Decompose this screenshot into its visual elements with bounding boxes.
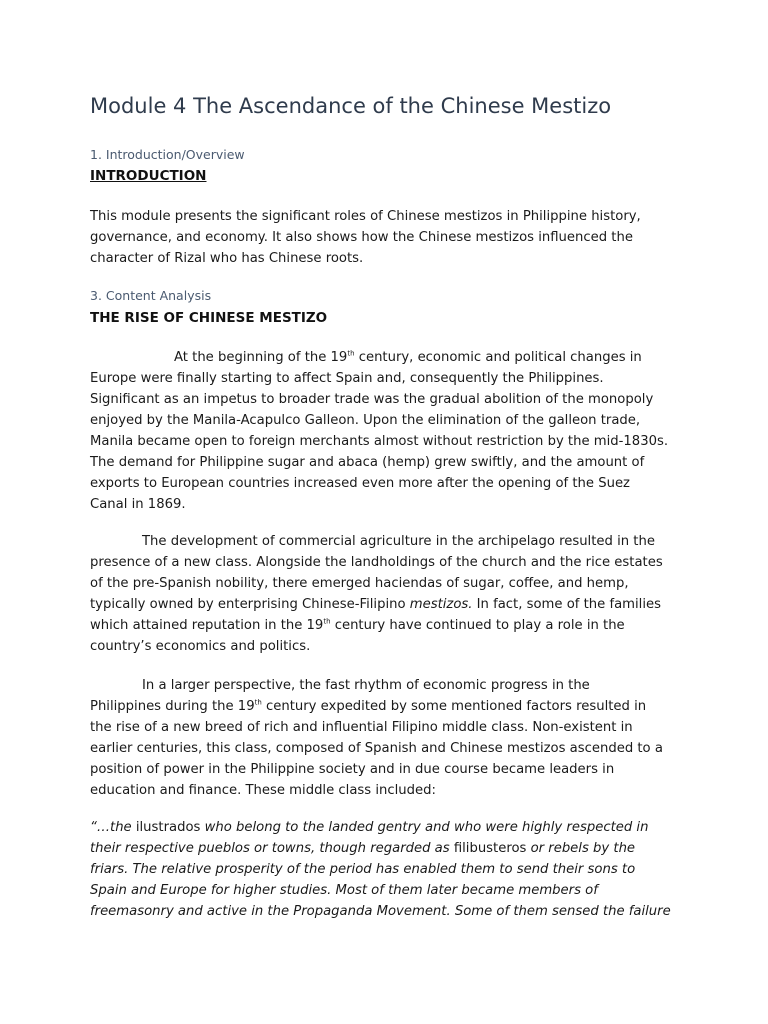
paragraph-3 <box>90 675 682 801</box>
text-fragment: who belong to the landed gentry and who were highly respected in <box>200 820 649 835</box>
text-line: earlier centuries, this class, composed of Spanish and Chinese mestizos ascended to a <box>90 741 663 756</box>
paragraph-1 <box>90 347 682 515</box>
page-title: Module 4 The Ascendance of the Chinese Mestizo <box>90 94 612 118</box>
text-line: In a larger perspective, the fast rhythm of economic progress in the <box>142 678 590 693</box>
text-line: governance, and economy. It also shows how the Chinese mestizos influenced the <box>90 230 633 245</box>
text-line: Canal in 1869. <box>90 497 186 512</box>
text-line <box>90 817 682 838</box>
superscript: th <box>347 349 355 358</box>
text-line: Significant as an impetus to broader trade was the gradual abolition of the monopoly <box>90 392 654 407</box>
superscript: th <box>323 617 331 626</box>
text-line: character of Rizal who has Chinese roots. <box>90 251 364 266</box>
text-fragment: century have continued to play a role in the <box>330 618 625 633</box>
text-line: the rise of a new breed of rich and influential Filipino middle class. Non-existent in <box>90 720 633 735</box>
text-line: Europe were finally starting to affect Spain and, consequently the Philippines. <box>90 371 604 386</box>
paragraph-introduction <box>90 206 682 269</box>
text-line: freemasonry and active in the Propaganda Movement. Some of them sensed the failure <box>90 904 671 919</box>
text-fragment: century expedited by some mentioned factors resulted in <box>261 699 647 714</box>
heading-introduction: INTRODUCTION <box>90 168 207 184</box>
text-fragment: At the beginning of the 19 <box>174 350 348 365</box>
text-fragment: which attained reputation in the 19 <box>90 618 324 633</box>
text-line: This module presents the significant roles of Chinese mestizos in Philippine history, <box>90 209 641 224</box>
paragraph-2 <box>90 531 682 657</box>
text-fragment: century, economic and political changes in <box>354 350 642 365</box>
text-line: position of power in the Philippine society and in due course became leaders in <box>90 762 615 777</box>
text-line <box>90 347 682 368</box>
text-line: country’s economics and politics. <box>90 639 311 654</box>
text-line <box>90 838 682 859</box>
block-quote <box>90 817 682 922</box>
text-line: The development of commercial agriculture in the archipelago resulted in the <box>142 534 655 549</box>
text-line: Manila became open to foreign merchants almost without restriction by the mid-1830s. <box>90 434 669 449</box>
text-line: of the pre-Spanish nobility, there emerged haciendas of sugar, coffee, and hemp, <box>90 576 629 591</box>
text-line: The demand for Philippine sugar and abaca (hemp) grew swiftly, and the amount of <box>90 455 645 470</box>
text-line: exports to European countries increased even more after the opening of the Suez <box>90 476 630 491</box>
text-fragment: “…the <box>90 820 136 835</box>
superscript: th <box>254 698 262 707</box>
section-label-introduction: 1. Introduction/Overview <box>90 147 245 162</box>
upright-term: ilustrados <box>135 820 201 835</box>
text-line <box>90 594 682 615</box>
text-line: friars. The relative prosperity of the period has enabled them to send their sons to <box>90 862 636 877</box>
text-line: enjoyed by the Manila-Acapulco Galleon. Upon the elimination of the galleon trade, <box>90 413 641 428</box>
text-fragment: or rebels by the <box>526 841 636 856</box>
text-line: education and finance. These middle class included: <box>90 783 436 798</box>
text-fragment: Philippines during the 19 <box>90 699 255 714</box>
text-fragment: In fact, some of the families <box>472 597 661 612</box>
text-line: presence of a new class. Alongside the landholdings of the church and the rice estates <box>90 555 663 570</box>
section-label-content-analysis: 3. Content Analysis <box>90 288 212 303</box>
text-fragment: their respective pueblos or towns, though regarded as <box>90 841 454 856</box>
heading-rise-of-chinese-mestizo: THE RISE OF CHINESE MESTIZO <box>90 310 328 326</box>
text-line: Spain and Europe for higher studies. Most of them later became members of <box>90 883 598 898</box>
italic-term: mestizos. <box>409 597 473 612</box>
text-line <box>90 696 682 717</box>
text-line <box>90 615 682 636</box>
upright-term: filibusteros <box>453 841 527 856</box>
text-fragment: typically owned by enterprising Chinese-Filipino <box>90 597 410 612</box>
